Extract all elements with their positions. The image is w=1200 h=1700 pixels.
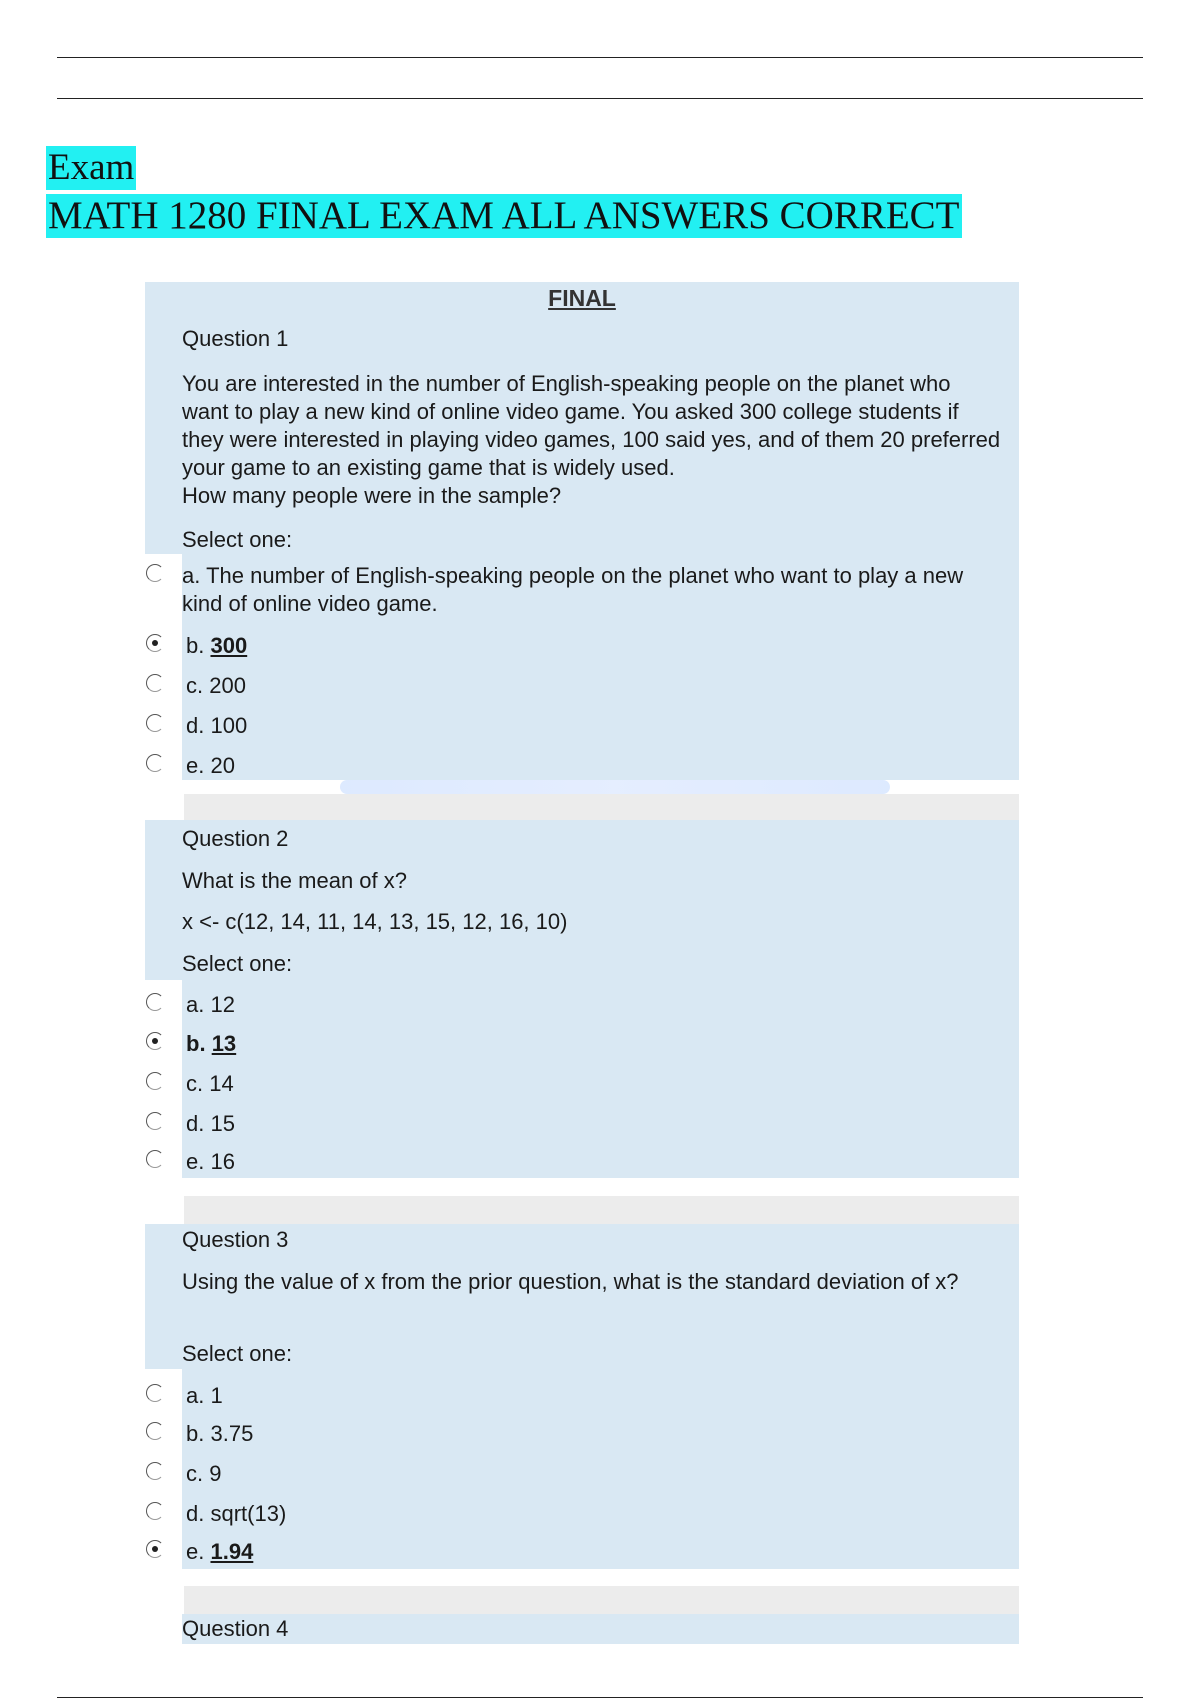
- q1-option-a[interactable]: a. The number of English-speaking people on the planet who want to play a new kind of online video game.: [146, 562, 1006, 622]
- radio-icon[interactable]: [146, 564, 164, 582]
- radio-icon[interactable]: [146, 1462, 164, 1480]
- q3-option-c[interactable]: c. 9: [146, 1460, 1006, 1490]
- separator-3: [184, 1586, 1019, 1614]
- q3-option-d[interactable]: d. sqrt(13): [146, 1500, 1006, 1530]
- radio-icon[interactable]: [146, 714, 164, 732]
- radio-icon[interactable]: [146, 1150, 164, 1168]
- radio-icon[interactable]: [146, 993, 164, 1011]
- radio-checked-icon[interactable]: [146, 1032, 164, 1050]
- question-2-text: What is the mean of x?: [182, 868, 407, 893]
- correct-answer: 13: [211, 1031, 237, 1056]
- q1-option-d[interactable]: d. 100: [146, 712, 1006, 742]
- question-1-prompt: Select one:: [182, 527, 293, 552]
- final-header: [145, 282, 1019, 318]
- q1-option-c[interactable]: c. 200: [146, 672, 1006, 702]
- top-rule-1: [57, 57, 1143, 58]
- section-label: FINAL: [548, 285, 616, 311]
- q1-option-b[interactable]: b. 300: [146, 632, 1006, 662]
- separator-1: [184, 794, 1019, 820]
- radio-icon[interactable]: [146, 1072, 164, 1090]
- watermark: [340, 780, 890, 794]
- q2-option-b[interactable]: b. 13: [146, 1030, 1006, 1060]
- radio-icon[interactable]: [146, 1502, 164, 1520]
- correct-answer: 300: [210, 633, 248, 658]
- question-2-label: Question 2: [182, 826, 289, 851]
- top-rule-2: [57, 98, 1143, 99]
- bottom-rule: [57, 1697, 1143, 1698]
- q3-option-a[interactable]: a. 1: [146, 1382, 1006, 1412]
- question-1-text: You are interested in the number of English-speaking people on the planet who want to play a new kind of online video game. You asked 300 college students if they were interested in playing video games, 100 said yes, and of them 20 preferred your game to an existing game that is widely used.: [182, 371, 1001, 480]
- q2-option-c[interactable]: c. 14: [146, 1070, 1006, 1100]
- radio-checked-icon[interactable]: [146, 634, 164, 652]
- radio-icon[interactable]: [146, 1422, 164, 1440]
- separator-2: [184, 1196, 1019, 1224]
- radio-icon[interactable]: [146, 1112, 164, 1130]
- q2-option-d[interactable]: d. 15: [146, 1110, 1006, 1140]
- question-2-code: x <- c(12, 14, 11, 14, 13, 15, 12, 16, 10): [182, 909, 568, 934]
- title-line-course: MATH 1280 FINAL EXAM ALL ANSWERS CORRECT: [48, 194, 960, 237]
- q3-option-e[interactable]: e. 1.94: [146, 1538, 1006, 1568]
- q2-option-a[interactable]: a. 12: [146, 991, 1006, 1021]
- question-3-label: Question 3: [182, 1227, 289, 1252]
- question-3-prompt: Select one:: [182, 1341, 293, 1366]
- q2-option-e[interactable]: e. 16: [146, 1148, 1006, 1178]
- question-3-text: Using the value of x from the prior question, what is the standard deviation of x?: [182, 1269, 959, 1294]
- question-2-prompt: Select one:: [182, 951, 293, 976]
- title-line-exam: Exam: [48, 147, 135, 188]
- question-4-label: Question 4: [182, 1616, 289, 1641]
- radio-icon[interactable]: [146, 674, 164, 692]
- radio-icon[interactable]: [146, 1384, 164, 1402]
- q1-option-e[interactable]: e. 20: [146, 752, 1006, 782]
- question-1-label: Question 1: [182, 326, 289, 351]
- question-4-band: [182, 1614, 1019, 1644]
- radio-icon[interactable]: [146, 754, 164, 772]
- document-title: [46, 146, 962, 242]
- radio-checked-icon[interactable]: [146, 1540, 164, 1558]
- q3-option-b[interactable]: b. 3.75: [146, 1420, 1006, 1450]
- correct-answer: 1.94: [210, 1539, 254, 1564]
- question-1-question: How many people were in the sample?: [182, 483, 562, 508]
